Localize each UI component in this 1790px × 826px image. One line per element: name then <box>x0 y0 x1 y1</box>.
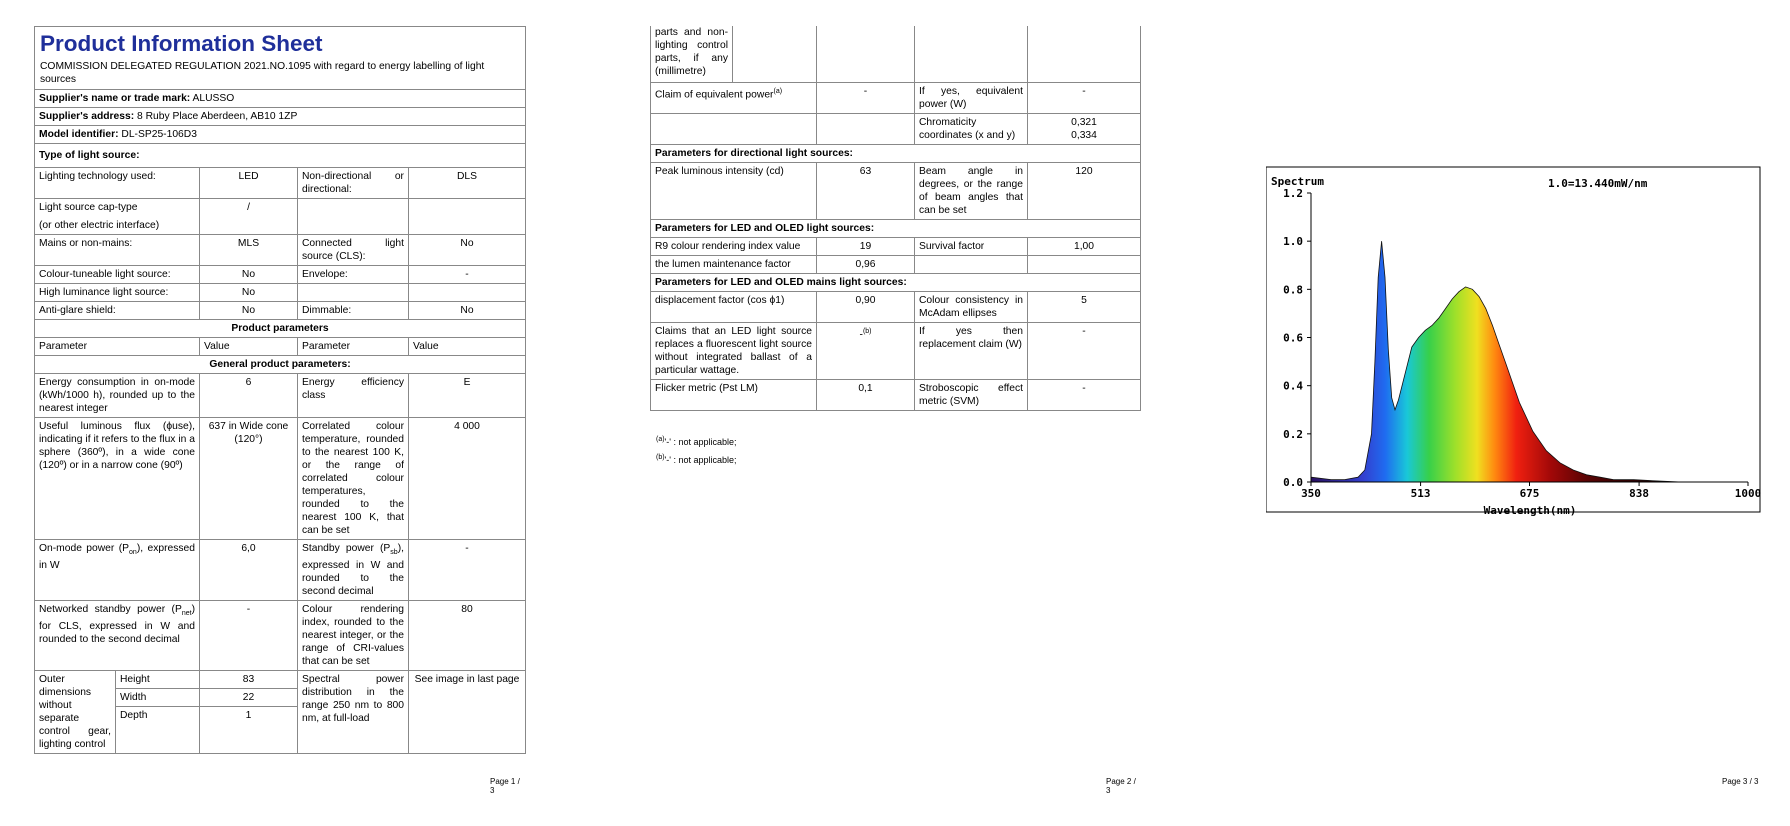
cell-value: 83 <box>200 671 297 689</box>
chart-annotation: 1.0=13.440mW/nm <box>1548 177 1648 190</box>
table-row <box>651 163 1141 220</box>
cell-label: If yes, equivalent power (W) <box>915 83 1028 114</box>
page-title: Product Information Sheet <box>40 31 323 56</box>
led-heading: Parameters for LED and OLED light sources: <box>651 220 1141 238</box>
model-value: DL-SP25-106D3 <box>121 129 197 140</box>
table-row <box>35 601 526 671</box>
page-1 <box>34 0 526 826</box>
x-tick-label: 838 <box>1629 487 1650 500</box>
cell-label: Flicker metric (Pst LM) <box>651 380 817 411</box>
cell-value: 0,90 <box>817 292 915 323</box>
cell-value: LED <box>200 168 298 199</box>
cell-label: Dimmable: <box>298 302 409 320</box>
dimension-label: Height <box>116 671 199 689</box>
cell-value: DLS <box>409 168 526 199</box>
dimension-label: Width <box>116 689 199 707</box>
cell-label: Lighting technology used: <box>35 168 200 199</box>
cell-value: - <box>817 83 915 114</box>
model-label: Model identifier: <box>39 129 119 140</box>
regulation-text: COMMISSION DELEGATED REGULATION 2021.NO.1095 with regard to energy labelling of light sources <box>40 61 485 85</box>
cell-value: -$^{(b)}$ <box>817 323 915 380</box>
cell-label: Stroboscopic effect metric (SVM) <box>915 380 1028 411</box>
cell-label: Non-directional or directional: <box>298 168 409 199</box>
cell-value: - <box>1028 83 1141 114</box>
footnote-b: $^{(b)}$'-' : not applicable; <box>656 454 737 465</box>
cell-label: Correlated colour temperature, rounded to the nearest 100 K, or the range of correlated colour temperatures, rounded to the nearest 100 K, that can be set <box>298 418 409 540</box>
table-row <box>35 671 526 754</box>
cell-label: Claim of equivalent power$^{(a)}$ <box>651 83 817 114</box>
table-row <box>651 292 1141 323</box>
cell-label: Useful luminous flux (ϕuse), indicating if it refers to the flux in a sphere (360º), in a wide cone (120º) or in a narrow cone (90º) <box>35 418 200 540</box>
cell-value: MLS <box>200 235 298 266</box>
x-tick-label: 513 <box>1410 487 1431 500</box>
table-row <box>35 302 526 320</box>
table-row <box>35 266 526 284</box>
cell-label: Anti-glare shield: <box>35 302 200 320</box>
cell-value: - <box>409 540 526 601</box>
cell-value: 0,1 <box>817 380 915 411</box>
table-row <box>35 284 526 302</box>
cell-value: 6 <box>200 374 298 418</box>
supplier-value: ALUSSO <box>192 93 235 104</box>
cell-value: 0,321 0,334 <box>1028 114 1141 145</box>
cell-label: If yes then replacement claim (W) <box>915 323 1028 380</box>
table-row <box>651 26 1141 83</box>
x-tick-label: 350 <box>1301 487 1321 500</box>
address-label: Supplier's address: <box>39 111 135 122</box>
footnote-a: $^{(a)}$'-' : not applicable; <box>656 436 737 447</box>
cell-label: Standby power $(P_{sb})$, expressed in W and rounded to the second decimal <box>298 540 409 601</box>
y-tick-label: 0.4 <box>1283 379 1303 393</box>
cell-label: High luminance light source: <box>35 284 200 302</box>
x-tick-label: 675 <box>1519 487 1540 500</box>
cell-value: 1,00 <box>1028 238 1141 256</box>
cell-label: displacement factor (cos ϕ1) <box>651 292 817 323</box>
table-row <box>651 114 1141 145</box>
cell-label: R9 colour rendering index value <box>651 238 817 256</box>
table-row <box>651 238 1141 256</box>
cell-label: Beam angle in degrees, or the range of beam angles that can be set <box>915 163 1028 220</box>
table-row <box>35 374 526 418</box>
cell-label: Energy consumption in on-mode (kWh/1000 h), rounded up to the nearest integer <box>35 374 200 418</box>
y-tick-label: 1.0 <box>1283 235 1303 249</box>
cell-value: 80 <box>409 601 526 671</box>
y-tick-label: 0.2 <box>1283 427 1303 441</box>
y-tick-label: 0.0 <box>1283 476 1303 489</box>
cell-value: - <box>409 266 526 284</box>
cell-value: 1 <box>245 710 252 722</box>
cell-label: Survival factor <box>915 238 1028 256</box>
cell-value: 120 <box>1028 163 1141 220</box>
cell-value: 19 <box>817 238 915 256</box>
cell-value: 4 000 <box>409 418 526 540</box>
cell-value: - <box>200 601 298 671</box>
cell-value: See image in last page <box>409 671 526 754</box>
cell-value: - <box>1028 323 1141 380</box>
cell-label: Light source cap-type <box>39 202 138 213</box>
column-header: Value <box>409 338 526 356</box>
page-number: Page 2 / 3 <box>1106 777 1136 795</box>
cell-label: Colour-tuneable light source: <box>35 266 200 284</box>
x-tick-label: 1000 <box>1734 487 1761 500</box>
cell-value: 0,96 <box>817 256 915 274</box>
table-row <box>651 256 1141 274</box>
cell-value: E <box>409 374 526 418</box>
cell-label: Colour rendering index, rounded to the nearest integer, or the range of CRI-values that can be set <box>298 601 409 671</box>
table-row <box>35 199 526 235</box>
cell-value: No <box>200 302 298 320</box>
cell-label: parts and non-lighting control parts, if any (millimetre) <box>651 26 733 82</box>
directional-heading: Parameters for directional light sources: <box>651 145 1141 163</box>
cell-label: Peak luminous intensity (cd) <box>651 163 817 220</box>
cell-label: Energy efficiency class <box>298 374 409 418</box>
cell-label: Mains or non-mains: <box>35 235 200 266</box>
page-3 <box>1260 0 1760 826</box>
page-number: Page 3 / 3 <box>1722 777 1759 786</box>
column-header: Value <box>200 338 298 356</box>
cell-label: Networked standby power $(P_{net})$ for CLS, expressed in W and rounded to the second decimal <box>35 601 200 671</box>
cell-value: 22 <box>200 689 297 707</box>
spectrum-area <box>1311 241 1748 482</box>
cell-value: No <box>409 235 526 266</box>
column-header: Parameter <box>298 338 409 356</box>
table-row <box>35 235 526 266</box>
y-tick-label: 0.6 <box>1283 331 1303 345</box>
table-row <box>651 323 1141 380</box>
cell-label: Spectral power distribution in the range 250 nm to 800 nm, at full-load <box>298 671 409 754</box>
y-tick-label: 1.2 <box>1283 187 1303 200</box>
spectrum-chart <box>1266 160 1761 520</box>
cell-label: Envelope: <box>298 266 409 284</box>
cell-label: Claims that an LED light source replaces a fluorescent light source without integrated ballast of a particular wattage. <box>651 323 817 380</box>
x-axis-label: Wavelength(nm) <box>1483 504 1577 517</box>
table-row <box>651 83 1141 114</box>
table-row <box>651 380 1141 411</box>
cell-label: Colour consistency in McAdam ellipses <box>915 292 1028 323</box>
supplier-label: Supplier's name or trade mark: <box>39 93 191 104</box>
dimension-label: Depth <box>120 710 148 722</box>
product-info-table-continued <box>650 26 1141 411</box>
table-row <box>35 418 526 540</box>
cell-value: 637 in Wide cone (120°) <box>200 418 298 540</box>
cell-value: No <box>200 284 298 302</box>
general-params-heading: General product parameters: <box>35 356 526 374</box>
cell-value: No <box>409 302 526 320</box>
cell-value: 5 <box>1028 292 1141 323</box>
cell-value: 6,0 <box>200 540 298 601</box>
page-2 <box>650 0 1140 826</box>
cell-label: Outer dimensions without separate control gear, lighting control <box>35 671 116 753</box>
chart-title: Spectrum <box>1271 175 1324 188</box>
cell-value: No <box>200 266 298 284</box>
product-info-table <box>34 26 526 754</box>
column-header: Parameter <box>35 338 200 356</box>
cell-value: - <box>1028 380 1141 411</box>
mains-heading: Parameters for LED and OLED mains light sources: <box>651 274 1141 292</box>
y-tick-label: 0.8 <box>1283 283 1303 297</box>
cell-label: (or other electric interface) <box>39 220 160 231</box>
cell-label: Connected light source (CLS): <box>298 235 409 266</box>
column-header-row <box>35 338 526 356</box>
product-params-heading: Product parameters <box>35 320 526 338</box>
cell-value: 63 <box>817 163 915 220</box>
address-value: 8 Ruby Place Aberdeen, AB10 1ZP <box>137 111 298 122</box>
cell-label: the lumen maintenance factor <box>651 256 817 274</box>
cell-label: Chromaticity coordinates (x and y) <box>915 114 1028 145</box>
cell-label: On-mode power $(P_{on})$, expressed in W <box>35 540 200 601</box>
type-heading: Type of light source: <box>35 144 526 168</box>
table-row <box>35 540 526 601</box>
page-number: Page 1 / 3 <box>490 777 520 795</box>
cell-value: / <box>200 199 298 235</box>
table-row <box>35 168 526 199</box>
